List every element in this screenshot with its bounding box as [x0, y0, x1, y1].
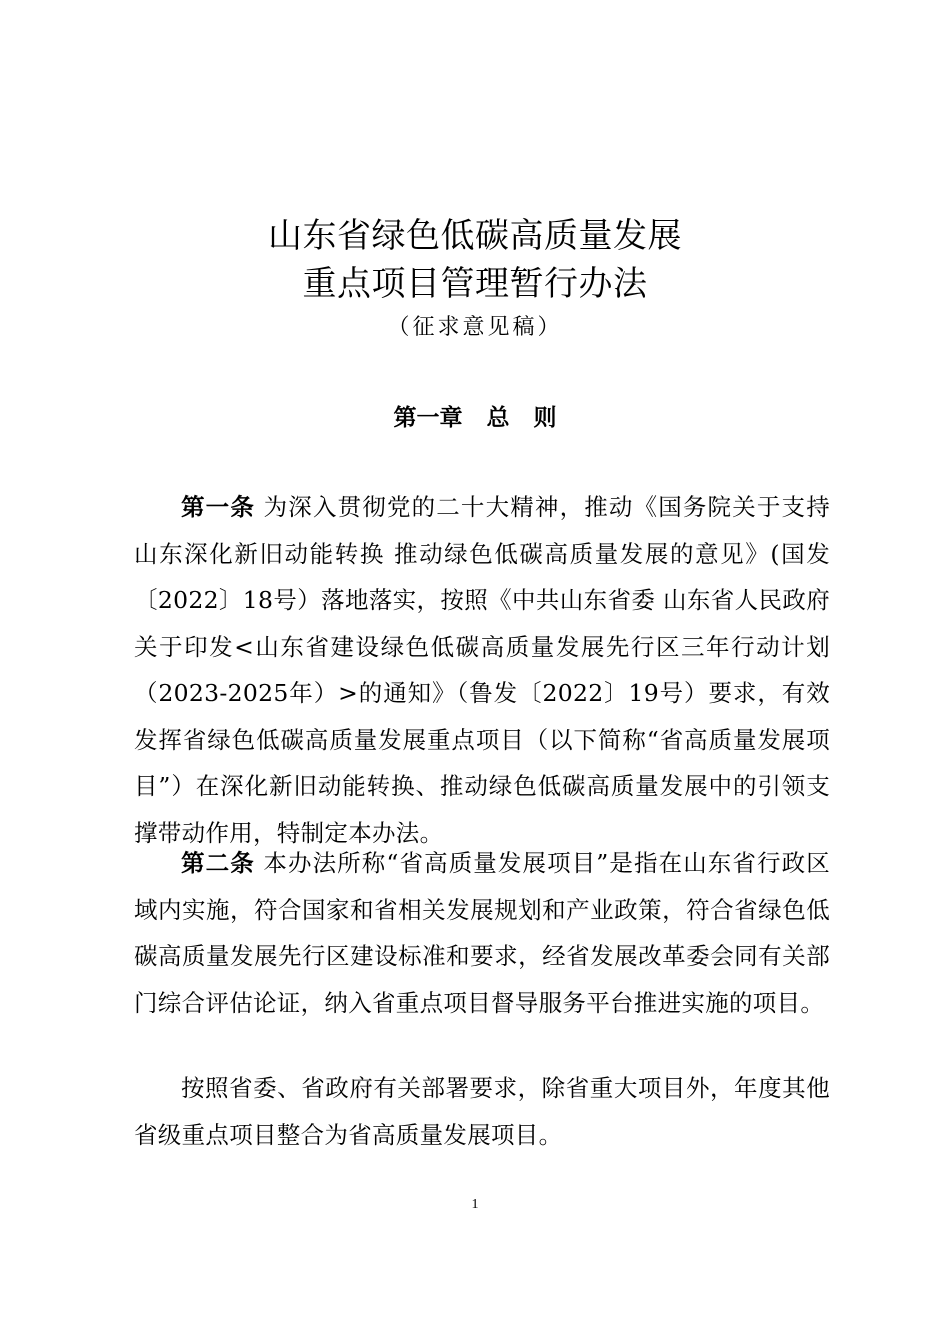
paragraph-3: [134, 1065, 830, 1158]
document-title-line-2: 重点项目管理暂行办法: [302, 264, 648, 304]
article-1-text: 为深入贯彻党的二十大精神，推动《国务院关于支持山东深化新旧动能转换 推动绿色低碳高质量发展的意见》(国发〔2022〕18号）落地落实，按照《中共山东省委 山东省人民政府关于印发<山东省建设绿色低碳高质量发展先行区三年行动计划（2023-2025年）>的通知》（鲁发〔2022〕19号）要求，有效发挥省绿色低碳高质量发展重点项目（以下简称“省高质量发展项目”）在深化新旧动能转换、推动绿色低碳高质量发展中的引领支撑带动作用，特制定本办法。: [134, 493, 831, 847]
page-number: 1: [471, 1197, 479, 1212]
article-2-paragraph: [134, 840, 830, 1026]
article-2-label: 第二条: [181, 849, 255, 877]
article-1: [134, 484, 830, 856]
article-2: [134, 840, 830, 1026]
document-title-line-1: 山东省绿色低碳高质量发展: [268, 216, 682, 256]
article-1-label: 第一条: [181, 493, 255, 521]
document-subtitle: （征求意见稿）: [387, 315, 563, 340]
chapter-heading: 第一章 总 则: [393, 405, 557, 431]
paragraph-3-text: 按照省委、省政府有关部署要求，除省重大项目外，年度其他省级重点项目整合为省高质量发展项目。: [134, 1074, 830, 1149]
article-1-paragraph: [134, 484, 830, 856]
article-2-text: 本办法所称“省高质量发展项目”是指在山东省行政区域内实施，符合国家和省相关发展规划和产业政策，符合省绿色低碳高质量发展先行区建设标准和要求，经省发展改革委会同有关部门综合评估论证，纳入省重点项目督导服务平台推进实施的项目。: [134, 849, 831, 1017]
